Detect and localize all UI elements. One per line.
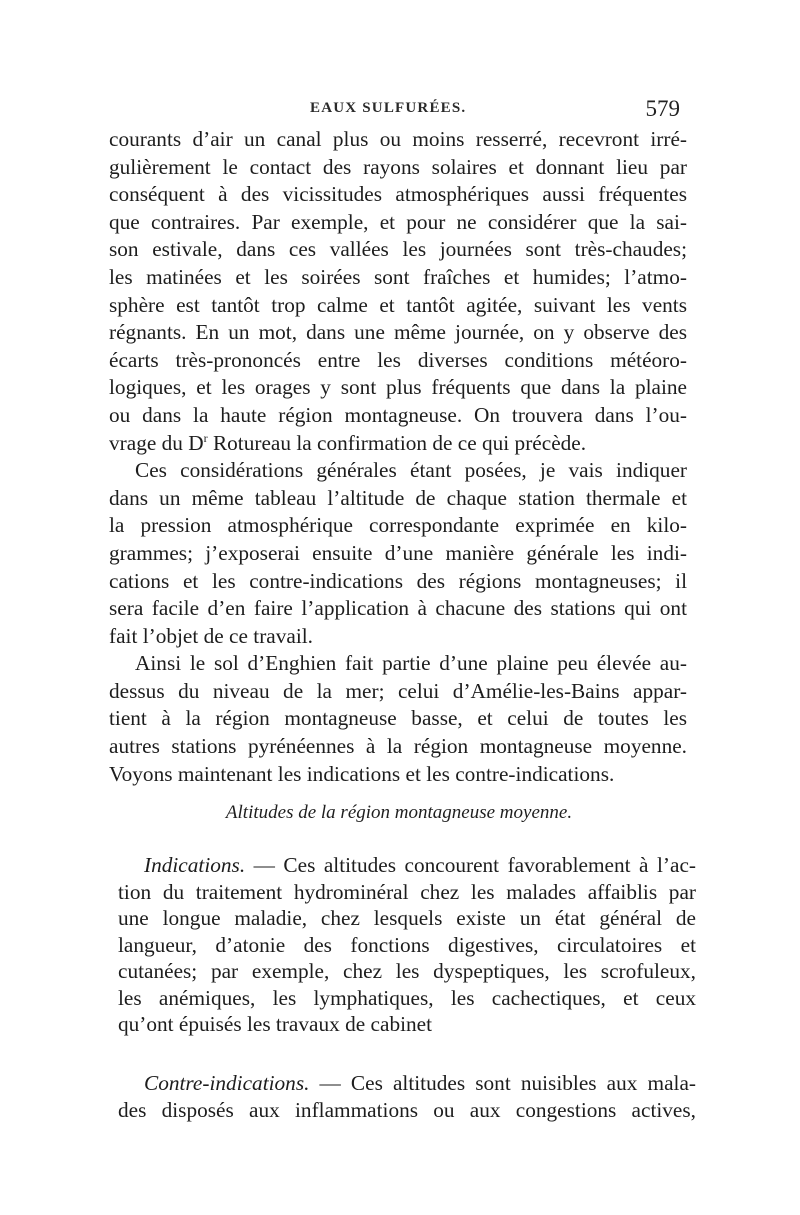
text-line: cutanées; par exemple, chez les dyspeptiques, les scrofuleux,	[118, 959, 696, 983]
indications-paragraph	[118, 852, 696, 1038]
text-line: des disposés aux inflammations ou aux congestions actives,	[118, 1098, 696, 1122]
text-line-last: fait l’objet de ce travail.	[109, 623, 313, 648]
text-line-last: qu’ont épuisés les travaux de cabinet	[118, 1012, 433, 1036]
text-line: tion du traitement hydrominéral chez les malades affaiblis par	[118, 879, 696, 904]
text-line: sera facile d’en faire l’application à chacune des stations qui ont	[109, 596, 687, 621]
text-line: régnants. En un mot, dans une même journée, on y observe des	[109, 320, 687, 345]
text-line: courants d’air un canal plus ou moins resserré, recevront irré-	[109, 127, 687, 151]
paragraph-2	[109, 457, 687, 650]
text-fragment: — Ces altitudes sont nuisibles aux mala-	[309, 1071, 696, 1095]
contre-indications-label: Contre-indications.	[144, 1071, 310, 1095]
indications-label: Indications.	[144, 853, 246, 877]
text-line: Ces considérations générales étant posées, je vais indiquer	[135, 458, 687, 483]
paragraph-3	[109, 650, 687, 788]
text-line: son estivale, dans ces vallées les journées sont très-chaudes;	[109, 237, 687, 262]
paragraph-1	[109, 126, 687, 457]
page-number: 579	[645, 96, 680, 121]
text-line: Ainsi le sol d’Enghien fait partie d’une plaine peu élevée au-	[135, 651, 687, 676]
running-title: EAUX SULFURÉES.	[310, 100, 467, 116]
text-line: conséquent à des vicissitudes atmosphériques aussi fréquentes	[109, 182, 687, 207]
text-line: logiques, et les orages y sont plus fréquents que dans la plaine	[109, 375, 687, 400]
text-line: gulièrement le contact des rayons solaires et donnant lieu par	[109, 154, 687, 179]
text-line: une longue maladie, chez lesquels existe un état général de	[118, 906, 696, 930]
running-head	[110, 96, 680, 122]
text-line: la pression atmosphérique correspondante exprimée en kilo-	[109, 513, 687, 538]
text-line: les matinées et les soirées sont fraîches et humides; l’atmo-	[109, 264, 687, 289]
text-line: langueur, d’atonie des fonctions digestives, circulatoires et	[118, 932, 696, 957]
text-line: sphère est tantôt trop calme et tantôt agitée, suivant les vents	[109, 292, 687, 317]
text-line	[118, 1070, 696, 1097]
text-line: tient à la région montagneuse basse, et celui de toutes les	[109, 706, 687, 731]
contre-indications-paragraph	[118, 1070, 696, 1124]
text-line: dessus du niveau de la mer; celui d’Amélie-les-Bains appar-	[109, 678, 687, 703]
text-fragment: — Ces altitudes concourent favorablement à l’ac-	[245, 853, 696, 877]
text-line-last: Voyons maintenant les indications et les contre-indications.	[109, 761, 615, 786]
text-fragment: Rotureau la confirmation de ce qui précède.	[207, 430, 587, 455]
text-line: dans un même tableau l’altitude de chaque station thermale et	[109, 485, 687, 510]
superscript: r	[203, 430, 208, 445]
text-line: que contraires. Par exemple, et pour ne considérer que la sai-	[109, 209, 687, 234]
text-line-last	[109, 430, 687, 458]
main-text	[109, 126, 687, 788]
text-line: cations et les contre-indications des régions montagneuses; il	[109, 568, 687, 593]
text-line: les anémiques, les lymphatiques, les cachectiques, et ceux	[118, 985, 696, 1010]
text-line: écarts très-prononcés entre les diverses conditions météoro-	[109, 347, 687, 372]
text-line: grammes; j’exposerai ensuite d’une manière générale les indi-	[109, 540, 687, 565]
text-line	[118, 852, 696, 879]
text-line: ou dans la haute région montagneuse. On trouvera dans l’ou-	[109, 402, 687, 427]
text-line: autres stations pyrénéennes à la région montagneuse moyenne.	[109, 734, 687, 759]
section-heading: Altitudes de la région montagneuse moyenne.	[225, 802, 573, 823]
text-fragment: vrage du D	[109, 430, 204, 455]
